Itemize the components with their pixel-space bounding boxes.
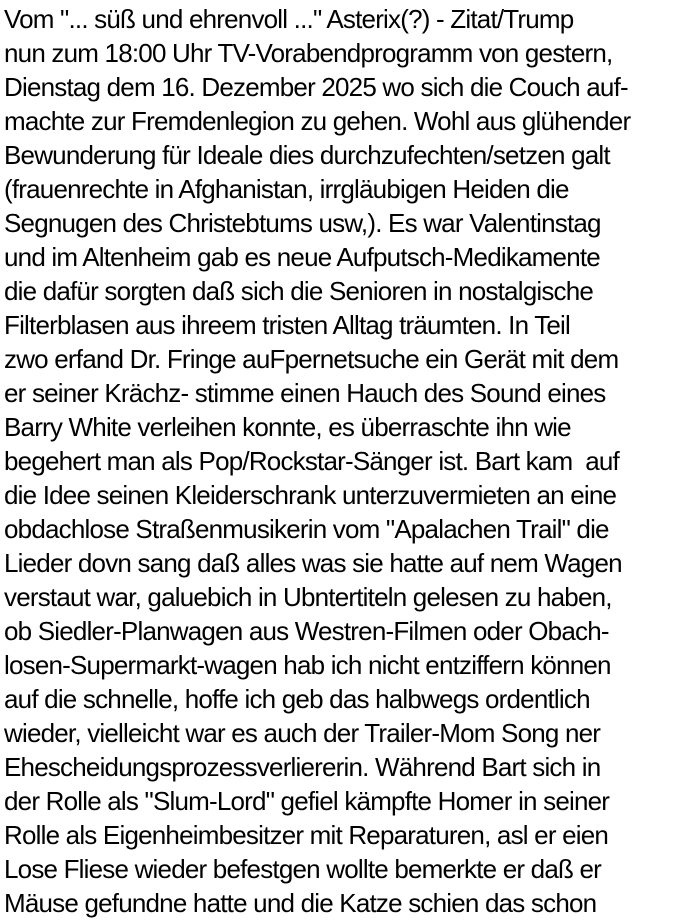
text-line: zwo erfand Dr. Fringe auFpernetsuche ein Gerät mit dem [4,344,619,374]
text-line: Dienstag dem 16. Dezember 2025 wo sich die Couch auf- [4,72,628,102]
text-line: Barry White verleihen konnte, es überraschte ihn wie [4,412,571,442]
text-line: und im Altenheim gab es neue Aufputsch-Medikamente [4,242,600,272]
text-line: wieder, vielleicht war es auch der Trailer-Mom Song ner [4,718,601,748]
text-line: verstaut war, galuebich in Ubntertiteln gelesen zu haben, [4,582,612,612]
text-line: auf die schnelle, hoffe ich geb das halbwegs ordentlich [4,684,590,714]
text-line: obdachlose Straßenmusikerin vom "Apalachen Trail" die [4,514,609,544]
text-line: Mäuse gefundne hatte und die Katze schien das schon [4,888,597,918]
text-line: losen-Supermarkt-wagen hab ich nicht entziffern können [4,650,611,680]
text-line: Bewunderung für Ideale dies durchzufechten/setzen galt [4,140,610,170]
text-line: Rolle als Eigenheimbesitzer mit Reparaturen, asl er eien [4,820,609,850]
text-line: Filterblasen aus ihreem tristen Alltag träumten. In Teil [4,310,571,340]
text-line: Segnugen des Christebtums usw,). Es war Valentinstag [4,208,601,238]
text-line: Lieder dovn sang daß alles was sie hatte auf nem Wagen [4,548,622,578]
text-line: er seiner Krächz- stimme einen Hauch des Sound eines [4,378,606,408]
text-line: der Rolle als "Slum-Lord" gefiel kämpfte Homer in seiner [4,786,610,816]
text-line: begehert man als Pop/Rockstar-Sänger ist. Bart kam auf [4,446,619,476]
text-line: die dafür sorgten daß sich die Senioren in nostalgische [4,276,594,306]
text-line: machte zur Fremdenlegion zu gehen. Wohl aus glühender [4,106,631,136]
text-line: Lose Fliese wieder befestgen wollte bemerkte er daß er [4,854,602,884]
text-line: die Idee seinen Kleiderschrank unterzuvermieten an eine [4,480,617,510]
text-line: (frauenrechte in Afghanistan, irrgläubigen Heiden die [4,174,569,204]
text-line: ob Siedler-Planwagen aus Westren-Filmen oder Obach- [4,616,609,646]
text-line: Ehescheidungsprozessverliererin. Während Bart sich in [4,752,601,782]
text-line: nun zum 18:00 Uhr TV-Vorabendprogramm von gestern, [4,38,613,68]
text-line: Vom "... süß und ehrenvoll ..." Asterix(?) - Zitat/Trump [4,4,574,34]
